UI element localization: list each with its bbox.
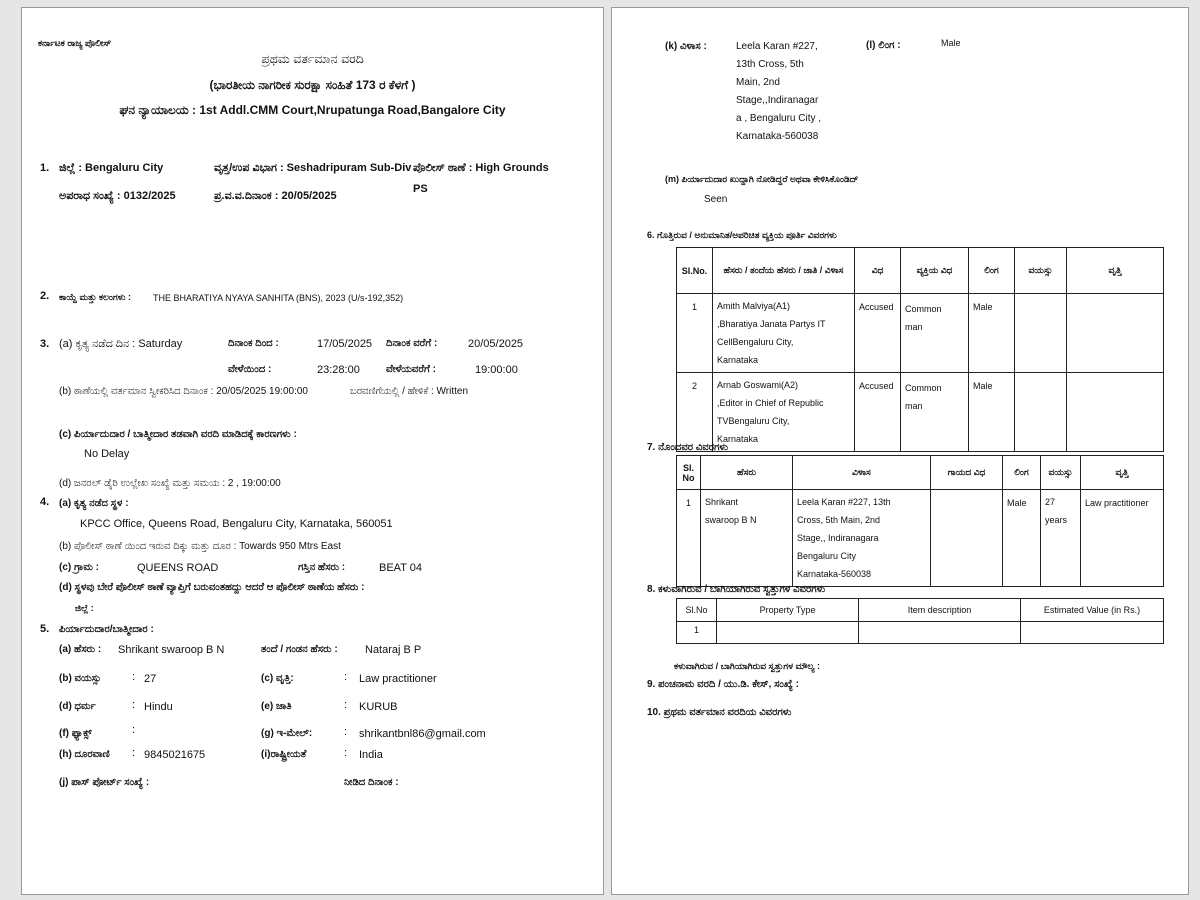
other-district-label: ಜಿಲ್ಲೆ : — [75, 603, 94, 613]
beat-label: ಗಸ್ತಿನ ಹೆಸರು : — [298, 562, 346, 573]
complainant-name-label: (a) ಹೆಸರು : — [59, 644, 102, 655]
property-type-cell — [717, 622, 859, 644]
age-cell — [1041, 490, 1081, 587]
address-line: a , Bengaluru City , — [736, 113, 822, 124]
court-name: ಘನ ನ್ಯಾಯಾಲಯ : 1st Addl.CMM Court,Nrupatunga Road,Bangalore City — [119, 103, 506, 117]
address-label: (k) ವಿಳಾಸ : — [665, 41, 707, 52]
gender-label: (l) ಲಿಂಗ : — [866, 40, 901, 51]
sl-no-cell: 1 — [677, 622, 717, 644]
email-label: (g) ಇ-ಮೇಲ್: — [261, 728, 313, 739]
occupation-cell — [1067, 294, 1164, 373]
age-label: (b) ವಯಸ್ಸು — [59, 673, 102, 684]
complainant-address — [736, 38, 821, 146]
accused-table-header — [677, 248, 1164, 294]
property-value-note: ಕಳುವಾಗಿರುವ / ಬಾಗಿಯಾಗಿರುವ ಸ್ವತ್ತುಗಳ ಮೌಲ್ಯ : — [674, 661, 820, 671]
address-line: Main, 2nd — [736, 77, 780, 88]
address-line: Leela Karan #227, — [736, 41, 818, 52]
email-colon: : — [344, 726, 348, 738]
column-header: Sl.No. — [677, 248, 713, 294]
column-header: ಹೆಸರು / ತಂದೆಯ ಹೆಸರು / ಜಾತಿ / ವಿಳಾಸ — [713, 248, 855, 294]
occupation-cell: Law practitioner — [1081, 490, 1164, 587]
fax-colon: : — [132, 724, 136, 736]
victim-name-cell — [701, 490, 793, 587]
cell-line: Karnataka-560038 — [797, 569, 872, 579]
address-line: Karnataka-560038 — [736, 131, 819, 142]
cell-line: swaroop B N — [705, 515, 757, 525]
age-colon: : — [132, 671, 136, 683]
column-header: ಗಾಯದ ವಿಧ — [931, 456, 1003, 490]
property-table-header — [677, 599, 1164, 622]
occupation-value: Law practitioner — [359, 673, 437, 685]
acts-label: ಕಾಯ್ದೆ ಮತ್ತು ಕಲಂಗಳು : — [59, 292, 131, 302]
section-3-number: 3. — [40, 338, 50, 350]
seen-heard-label: (m) ಪಿರ್ಯಾದುದಾರ ಖುದ್ದಾಗಿ ನೋಡಿದ್ದರೆ ಅಥವಾ ಕೇಳಿಸಿಕೊಂಡಿದ್ — [665, 174, 859, 184]
caste-colon: : — [344, 699, 348, 711]
incident-day-field: (a) ಕೃತ್ಯ ನಡೆದ ದಿನ : Saturday — [59, 338, 183, 350]
column-header: ವೃತ್ತಿ — [1067, 248, 1164, 294]
injury-cell — [931, 490, 1003, 587]
gender-cell: Male — [969, 294, 1015, 373]
cell-line: man — [905, 401, 923, 411]
column-header: Estimated Value (in Rs.) — [1021, 599, 1164, 622]
seen-heard-value: Seen — [704, 194, 728, 205]
section-9-title: 9. ಪಂಚನಾಮ ವರದಿ / ಯು.ಡಿ. ಕೇಸ್, ಸಂಖ್ಯೆ : — [647, 679, 799, 690]
cell-line: Arnab Goswami(A2) — [717, 380, 799, 390]
time-from-label: ವೇಳೆಯಿಂದ : — [228, 364, 272, 375]
cell-line: years — [1045, 515, 1068, 525]
report-mode-field: ಬರವಣಿಗೆಯಲ್ಲಿ / ಹೇಳಿಕೆ : Written — [350, 386, 469, 397]
religion-value: Hindu — [144, 701, 173, 713]
other-station-label: (d) ಸ್ಥಳವು ಬೇರೆ ಪೊಲೀಸ್ ಠಾಣೆ ವ್ಯಾಪ್ತಿಗೆ ಬರುವಂತಹದ್ದು ಆದರೆ ಆ ಪೊಲೀಸ್ ಠಾಣೆಯ ಹೆಸರು : — [59, 582, 365, 593]
crime-number-field: ಅಪರಾಧ ಸಂಖ್ಯೆ : 0132/2025 — [59, 190, 176, 202]
document-subtitle: (ಭಾರತೀಯ ನಾಗರೀಕ ಸುರಕ್ಷಾ ಸಂಹಿತೆ 173 ರ ಕೆಳಗೆ ) — [209, 78, 416, 92]
column-header: ವ್ಯಕ್ತಿಯ ವಿಧ — [901, 248, 969, 294]
column-header: Property Type — [717, 599, 859, 622]
estimated-value-cell — [1021, 622, 1164, 644]
cell-line: Amith Malviya(A1) — [717, 301, 791, 311]
sl-no-cell: 1 — [677, 490, 701, 587]
type-cell: Accused — [855, 294, 901, 373]
complainant-name-value: Shrikant swaroop B N — [118, 644, 225, 656]
nationality-colon: : — [344, 747, 348, 759]
column-header: Item description — [859, 599, 1021, 622]
cell-line: Leela Karan #227, 13th — [797, 497, 891, 507]
report-received-field: (b) ಠಾಣೆಯಲ್ಲಿ ವರ್ತಮಾನ ಸ್ವೀಕರಿಸಿದ ದಿನಾಂಕ : 20/05/2025 19:00:00 — [59, 386, 308, 397]
column-header: ಲಿಂಗ — [1003, 456, 1041, 490]
occupation-colon: : — [344, 671, 348, 683]
passport-label: (j) ಪಾಸ್ ಪೋರ್ಟ್ ಸಂಖ್ಯೆ : — [59, 777, 150, 788]
column-header: ವಯಸ್ಸು — [1015, 248, 1067, 294]
person-type-cell — [901, 373, 969, 452]
cell-line: Bengaluru City — [797, 551, 857, 561]
phone-value: 9845021675 — [144, 749, 206, 761]
phone-colon: : — [132, 747, 136, 759]
cell-line: Cross, 5th Main, 2nd — [797, 515, 881, 525]
sl-no-cell: 1 — [677, 294, 713, 373]
place-of-occurrence-value: KPCC Office, Queens Road, Bengaluru City, Karnataka, 560051 — [80, 518, 393, 530]
section-1-number: 1. — [40, 162, 50, 174]
religion-colon: : — [132, 699, 136, 711]
document-title: ಪ್ರಥಮ ವರ್ತಮಾನ ವರದಿ — [261, 52, 364, 66]
beat-value: BEAT 04 — [379, 562, 423, 574]
column-header: ವಿಳಾಸ — [793, 456, 931, 490]
section-2-number: 2. — [40, 290, 50, 302]
delay-reason-value: No Delay — [84, 448, 130, 460]
gender-cell: Male — [969, 373, 1015, 452]
delay-reason-label: (c) ಪಿರ್ಯಾದುದಾರ / ಬಾತ್ಮೀದಾರ ತಡವಾಗಿ ವರದಿ ಮಾಡಿದಕ್ಕೆ ಕಾರಣಗಳು : — [59, 429, 297, 440]
table-row — [677, 294, 1164, 373]
column-header: ವಯಸ್ಸು — [1041, 456, 1081, 490]
property-table — [676, 598, 1164, 644]
cell-line: Common — [905, 383, 942, 393]
cell-line: Karnataka — [717, 355, 759, 365]
date-from-label: ದಿನಾಂಕ ದಿಂದ : — [228, 338, 279, 349]
document-page-2 — [612, 8, 1188, 894]
section-7-title: 7. ನೊಂದವರ ವಿವರಗಳು — [647, 442, 729, 453]
column-header: Sl. No — [677, 456, 701, 490]
accused-name-cell — [713, 373, 855, 452]
father-name-label: ತಂದೆ / ಗಂಡನ ಹೆಸರು : — [261, 644, 338, 655]
fax-label: (f) ಫ್ಯಾಕ್ಸ್ — [59, 728, 92, 739]
nationality-label: (i)ರಾಷ್ಟ್ರೀಯತೆ — [261, 749, 307, 760]
address-line: 13th Cross, 5th — [736, 59, 804, 70]
cell-line: CellBengaluru City, — [717, 337, 794, 347]
district-field: ಜಿಲ್ಲೆ : Bengaluru City — [59, 162, 164, 174]
date-to-label: ದಿನಾಂಕ ವರೆಗೆ : — [386, 338, 438, 349]
document-page-1 — [22, 8, 603, 894]
complainant-title: ಪಿರ್ಯಾದುದಾರ/ಬಾತ್ಮೀದಾರ : — [59, 624, 154, 635]
fir-date-field: ಪ್ರ.ವ.ವ.ದಿನಾಂಕ : 20/05/2025 — [214, 190, 337, 202]
person-type-cell — [901, 294, 969, 373]
item-description-cell — [859, 622, 1021, 644]
village-value: QUEENS ROAD — [137, 562, 219, 574]
sl-no-cell: 2 — [677, 373, 713, 452]
gender-value: Male — [941, 38, 961, 48]
date-to-value: 20/05/2025 — [468, 338, 524, 350]
accused-table — [676, 247, 1164, 452]
police-station-cont: PS — [413, 183, 428, 195]
table-row — [677, 490, 1164, 587]
email-value: shrikantbnl86@gmail.com — [359, 728, 486, 740]
caste-value: KURUB — [359, 701, 398, 713]
religion-label: (d) ಧರ್ಮ — [59, 701, 96, 712]
nationality-value: India — [359, 749, 383, 761]
acts-value: THE BHARATIYA NYAYA SANHITA (BNS), 2023 (U/s-192,352) — [153, 293, 404, 303]
victim-address-cell — [793, 490, 931, 587]
age-value: 27 — [144, 673, 157, 685]
column-header: ಲಿಂಗ — [969, 248, 1015, 294]
general-diary-field: (d) ಜನರಲ್ ಡೈರಿ ಉಲ್ಲೇಖ ಸಂಖ್ಯೆ ಮತ್ತು ಸಮಯ : 2 , 19:00:00 — [59, 478, 281, 489]
column-header: Sl.No — [677, 599, 717, 622]
cell-line: 27 — [1045, 497, 1056, 507]
village-label: (c) ಗ್ರಾಮ : — [59, 562, 99, 573]
section-5-number: 5. — [40, 623, 50, 635]
occupation-cell — [1067, 373, 1164, 452]
address-line: Stage,,Indiranagar — [736, 95, 819, 106]
cell-line: Karnataka — [717, 434, 759, 444]
cell-line: man — [905, 322, 923, 332]
cell-line: TVBengaluru City, — [717, 416, 790, 426]
cell-line: ,Editor in Chief of Republic — [717, 398, 824, 408]
police-station-field: ಪೊಲೀಸ್ ಠಾಣೆ : High Grounds — [413, 162, 549, 174]
age-cell — [1015, 373, 1067, 452]
passport-issue-date-label: ನೀಡಿದ ದಿನಾಂಕ : — [344, 777, 399, 788]
victim-table-header — [677, 456, 1164, 490]
phone-label: (h) ದೂರವಾಣಿ — [59, 749, 110, 760]
victim-table — [676, 455, 1164, 587]
time-to-label: ವೇಳೆಯವರೆಗೆ : — [386, 364, 436, 375]
direction-distance-field: (b) ಪೊಲೀಸ್ ಠಾಣೆ ಯಿಂದ ಇರುವ ದಿಕ್ಕು ಮತ್ತು ದೂರ : Towards 950 Mtrs East — [59, 541, 341, 552]
cell-line: Shrikant — [705, 497, 739, 507]
column-header: ವೃತ್ತಿ — [1081, 456, 1164, 490]
table-row — [677, 622, 1164, 644]
time-to-value: 19:00:00 — [475, 364, 518, 376]
place-of-occurrence-label: (a) ಕೃತ್ಯ ನಡೆದ ಸ್ಥಳ : — [59, 498, 129, 509]
department-name: ಕರ್ನಾಟಕ ರಾಜ್ಯ ಪೊಲೀಸ್ — [38, 38, 112, 48]
occupation-label: (c) ವೃತ್ತಿ: — [261, 673, 294, 684]
column-header: ಹೆಸರು — [701, 456, 793, 490]
section-4-number: 4. — [40, 496, 50, 508]
section-6-title: 6. ಗೊತ್ತಿರುವ / ಅನುಮಾನಿತ/ಅಪರಿಚಿತ ವ್ಯಕ್ತಿಯ ಪೂರ್ತಿ ವಿವರಗಳು — [647, 230, 837, 240]
accused-name-cell — [713, 294, 855, 373]
date-from-value: 17/05/2025 — [317, 338, 373, 350]
cell-line: ,Bharatiya Janata Partys IT — [717, 319, 826, 329]
type-cell: Accused — [855, 373, 901, 452]
father-name-value: Nataraj B P — [365, 644, 422, 656]
time-from-value: 23:28:00 — [317, 364, 360, 376]
age-cell — [1015, 294, 1067, 373]
gender-cell: Male — [1003, 490, 1041, 587]
section-10-title: 10. ಪ್ರಥಮ ವರ್ತಮಾನ ವರದಿಯ ವಿವರಗಳು — [647, 707, 792, 718]
section-8-title: 8. ಕಳುವಾಗಿರುವ / ಬಾಗಿಯಾಗಿರುವ ಸ್ವತ್ತುಗಳ ವಿವರಗಳು — [647, 584, 826, 595]
table-row — [677, 373, 1164, 452]
cell-line: Stage,, Indiranagara — [797, 533, 879, 543]
subdivision-field: ವೃತ್ತ/ಉಪ ವಿಭಾಗ : Seshadripuram Sub-Div — [214, 162, 412, 174]
column-header: ವಿಧ — [855, 248, 901, 294]
caste-label: (e) ಜಾತಿ — [261, 701, 292, 712]
cell-line: Common — [905, 304, 942, 314]
